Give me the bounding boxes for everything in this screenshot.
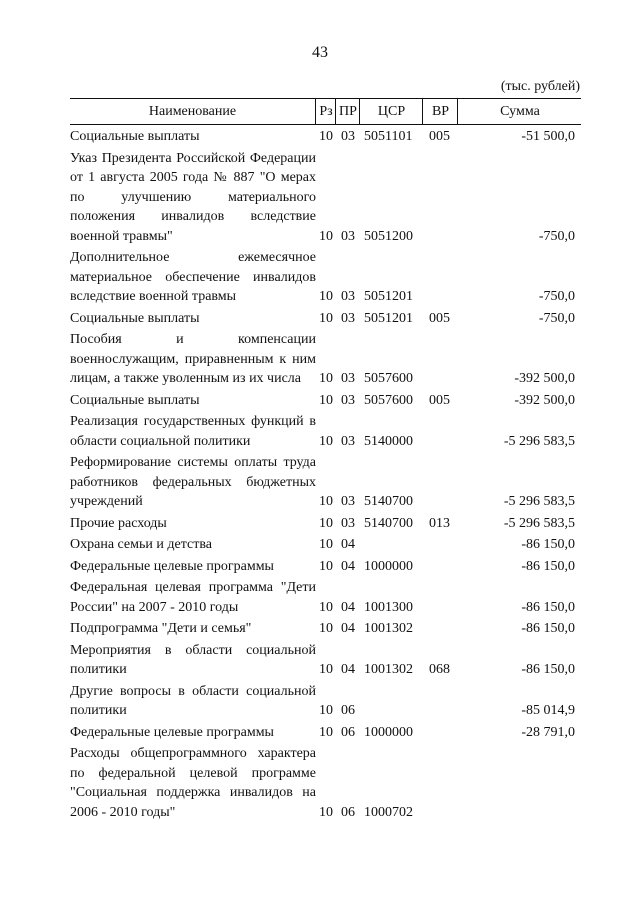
row-csr: 1001300 [364,599,413,615]
header-name: Наименование [148,104,237,119]
row-name: Федеральные целевые программы [70,558,274,574]
row-name: Социальные выплаты [70,129,200,144]
row-pr: 04 [341,558,355,574]
row-rz: 10 [319,433,333,449]
row-rz: 10 [319,310,333,326]
row-pr: 03 [341,371,355,386]
table-row [70,453,581,514]
row-csr: 1000702 [364,804,413,820]
row-pr: 03 [341,515,355,531]
row-csr: 5057600 [364,371,413,386]
table-row [70,330,581,391]
row-name: Федеральные целевые программы [70,724,274,740]
page-number: 43 [312,44,328,61]
table-header [70,98,581,125]
row-rz: 10 [319,494,333,509]
row-rz: 10 [319,228,333,244]
row-sum: -5 296 583,5 [503,494,575,509]
row-sum: -28 791,0 [521,724,575,740]
header-csr: ЦСР [359,99,423,124]
row-vr: 068 [429,662,450,677]
row-sum: -86 150,0 [521,599,575,615]
row-name: Мероприятия в области социальной политики [70,642,316,677]
row-rz: 10 [319,599,333,615]
row-csr: 5140700 [364,494,413,509]
row-pr: 03 [341,129,355,144]
row-pr: 06 [341,724,355,740]
row-rz: 10 [319,662,333,677]
row-name: Пособия и компенсации военнослужащим, приравненным к ним лицам, а также уволенным из их числа [70,332,316,386]
row-sum: -392 500,0 [514,371,575,386]
header-sum: Сумма [457,99,582,124]
row-name: Дополнительное ежемесячное материальное обеспечение инвалидов вследствие военной травмы [70,250,316,304]
row-sum: -51 500,0 [521,129,575,144]
table-row [70,149,581,249]
row-sum: -5 296 583,5 [503,433,575,449]
row-pr: 04 [341,537,355,552]
row-sum: -86 150,0 [521,558,575,574]
row-vr: 013 [429,515,450,531]
row-rz: 10 [319,804,333,820]
row-sum: -86 150,0 [521,662,575,677]
row-name: Федеральная целевая программа "Дети России" на 2007 - 2010 годы [70,580,316,615]
row-csr: 1001302 [364,621,413,636]
row-csr: 5140700 [364,515,413,531]
row-rz: 10 [319,371,333,386]
row-name: Реализация государственных функций в области социальной политики [70,414,316,449]
row-rz: 10 [319,724,333,740]
row-name: Расходы общепрограммного характера по федеральной целевой программе "Социальная поддержка инвалидов на 2006 - 2010 годы" [70,746,316,820]
table-row [70,641,581,682]
row-rz: 10 [319,515,333,531]
row-rz: 10 [319,703,333,718]
table-row [70,723,581,745]
row-sum: -86 150,0 [521,537,575,552]
row-name: Охрана семьи и детства [70,537,212,552]
row-pr: 06 [341,804,355,820]
row-name: Прочие расходы [70,515,167,531]
table-row [70,744,581,824]
row-rz: 10 [319,289,333,304]
table-body [70,127,581,824]
row-csr: 5140000 [364,433,413,449]
row-name: Реформирование системы оплаты труда работников федеральных бюджетных учреждений [70,455,316,509]
row-pr: 03 [341,289,355,304]
table-row [70,557,581,579]
row-rz: 10 [319,537,333,552]
header-rz: Рз [315,99,336,124]
row-sum: -85 014,9 [521,703,575,718]
row-name: Социальные выплаты [70,310,200,326]
table-row [70,578,581,619]
row-sum: -750,0 [538,289,575,304]
row-sum: -392 500,0 [514,392,575,408]
row-csr: 1000000 [364,724,413,740]
row-vr: 005 [429,310,450,326]
header-pr: ПР [335,99,360,124]
row-pr: 03 [341,310,355,326]
row-csr: 5051200 [364,228,413,244]
row-pr: 04 [341,662,355,677]
header-vr: ВР [422,99,458,124]
row-pr: 03 [341,392,355,408]
table-row [70,309,581,331]
row-pr: 03 [341,228,355,244]
table-row [70,127,581,149]
row-csr: 5051201 [364,310,413,326]
row-name: Другие вопросы в области социальной политики [70,683,316,718]
table-row [70,391,581,413]
table-row [70,619,581,641]
row-sum: -750,0 [538,310,575,326]
row-sum: -750,0 [538,228,575,244]
row-rz: 10 [319,558,333,574]
table-row [70,535,581,557]
table-row [70,514,581,536]
row-pr: 03 [341,433,355,449]
row-rz: 10 [319,129,333,144]
row-name: Социальные выплаты [70,392,200,408]
row-csr: 5057600 [364,392,413,408]
row-name: Указ Президента Российской Федерации от 1 августа 2005 года № 887 "О мерах по улучшению материального положения инвалидов вследствие военной травмы" [70,150,316,244]
row-csr: 1000000 [364,558,413,574]
row-vr: 005 [429,129,450,144]
row-pr: 03 [341,494,355,509]
row-csr: 5051201 [364,289,413,304]
row-sum: -86 150,0 [521,621,575,636]
row-pr: 04 [341,621,355,636]
units-label: (тыс. рублей) [500,79,580,94]
row-pr: 06 [341,703,355,718]
row-csr: 5051101 [364,129,413,144]
row-rz: 10 [319,392,333,408]
row-name: Подпрограмма "Дети и семья" [70,621,252,636]
table-row [70,682,581,723]
row-pr: 04 [341,599,355,615]
table-row [70,412,581,453]
row-sum: -5 296 583,5 [503,515,575,531]
table-row [70,248,581,309]
row-vr: 005 [429,392,450,408]
row-csr: 1001302 [364,662,413,677]
row-rz: 10 [319,621,333,636]
